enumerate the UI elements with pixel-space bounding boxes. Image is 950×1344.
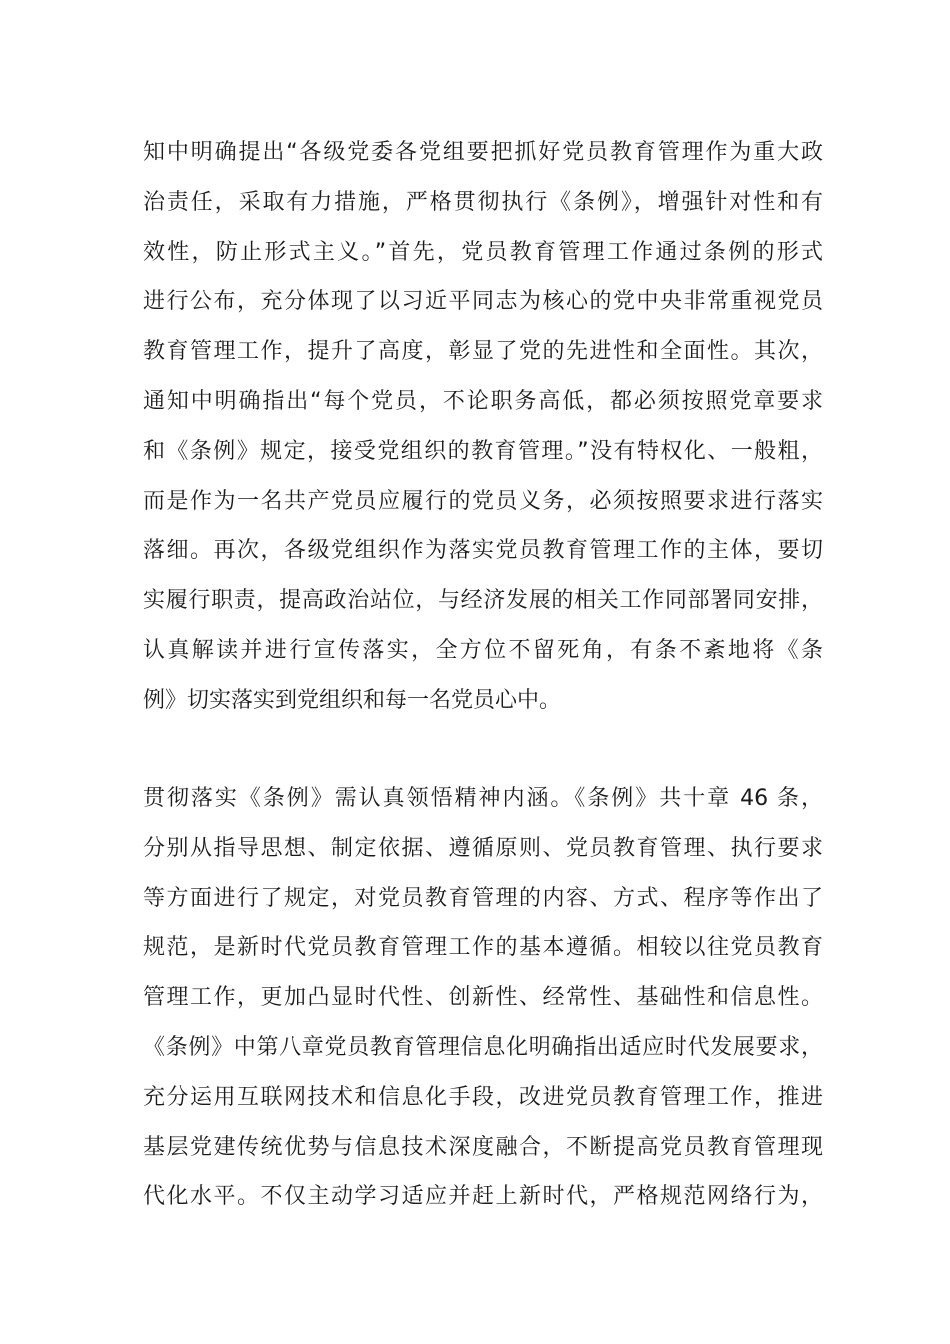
text-line: 而是作为一名共产党员应履行的党员义务，必须按照要求进行落实 (143, 488, 823, 514)
text-line: 进行公布，充分体现了以习近平同志为核心的党中央非常重视党员 (143, 289, 823, 315)
text-line: 分别从指导思想、制定依据、遵循原则、党员教育管理、执行要求 (143, 835, 823, 861)
text-line: 和《条例》规定，接受党组织的教育管理。”没有特权化、一般粗， (143, 438, 823, 464)
text-line: 充分运用互联网技术和信息化手段，改进党员教育管理工作，推进 (143, 1084, 823, 1110)
text-line: 治责任，采取有力措施，严格贯彻执行《条例》，增强针对性和有 (143, 189, 823, 215)
text-line: 代化水平。不仅主动学习适应并赶上新时代，严格规范网络行为， (143, 1184, 823, 1210)
paragraph-1 (143, 128, 823, 726)
text-line: 贯彻落实《条例》需认真领悟精神内涵。《条例》共十章 46 条， (143, 786, 823, 811)
text-line: 效性，防止形式主义。”首先，党员教育管理工作通过条例的形式 (143, 239, 823, 265)
text-line: 教育管理工作，提升了高度，彰显了党的先进性和全面性。其次， (143, 339, 823, 365)
text-line: 通知中明确指出“每个党员，不论职务高低，都必须按照党章要求 (143, 388, 823, 414)
text-line: 管理工作，更加凸显时代性、创新性、经常性、基础性和信息性。 (143, 985, 823, 1011)
text-line: 例》切实落实到党组织和每一名党员心中。 (143, 687, 562, 713)
text-line: 知中明确提出“各级党委各党组要把抓好党员教育管理作为重大政 (143, 140, 823, 165)
text-line: 实履行职责，提高政治站位，与经济发展的相关工作同部署同安排， (143, 588, 823, 614)
text-line: 基层党建传统优势与信息技术深度融合，不断提高党员教育管理现 (143, 1134, 823, 1160)
text-line: 《条例》中第八章党员教育管理信息化明确指出适应时代发展要求， (143, 1034, 823, 1060)
paragraph-2 (143, 774, 823, 1222)
text-line: 等方面进行了规定，对党员教育管理的内容、方式、程序等作出了 (143, 885, 823, 911)
text-line: 认真解读并进行宣传落实，全方位不留死角，有条不紊地将《条 (143, 637, 823, 663)
text-line: 落细。再次，各级党组织作为落实党员教育管理工作的主体，要切 (143, 538, 823, 564)
text-line: 规范，是新时代党员教育管理工作的基本遵循。相较以往党员教育 (143, 935, 823, 961)
